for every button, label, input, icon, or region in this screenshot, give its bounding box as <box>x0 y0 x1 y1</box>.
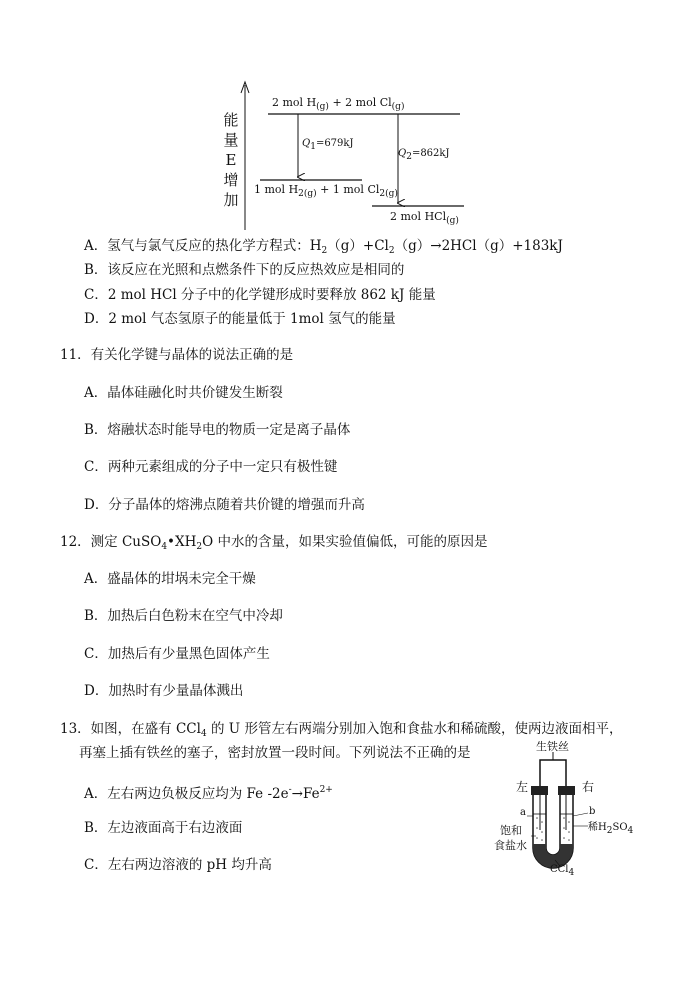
q11-option-b: B．熔融状态时能导电的物质一定是离子晶体 <box>84 422 351 438</box>
q10-option-c: C．2 mol HCl 分子中的化学键形成时要释放 862 kJ 能量 <box>84 287 436 303</box>
electrode-a-label: a <box>520 807 526 818</box>
q11-option-d: D．分子晶体的熔沸点随着共价键的增强而升高 <box>84 497 365 513</box>
q12-option-d: D．加热时有少量晶体溅出 <box>84 683 244 699</box>
left-label: 左 <box>516 780 529 794</box>
q11-option-a: A．晶体硅融化时共价键发生断裂 <box>84 385 283 401</box>
q13-option-a: A．左右两边负极反应均为 Fe $-2e^-\to Fe^{2+}$ <box>84 785 333 802</box>
q2-label: Q2=862kJ <box>398 148 450 162</box>
acid-label: 稀H2SO4 <box>588 822 634 836</box>
q11-option-c: C．两种元素组成的分子中一定只有极性键 <box>84 459 338 475</box>
q13-stem-line1: 13．如图，在盛有 CCl$_4$ 的 U 形管左右两端分别加入饱和食盐水和稀硫酸，使两边液面相平， <box>60 721 623 739</box>
q10-option-b: B．该反应在光照和点燃条件下的反应热效应是相同的 <box>84 262 405 278</box>
low-level-label: 2 mol HCl$_{(g)}$ <box>390 210 459 226</box>
ccl4-label: CCl4 <box>550 864 575 878</box>
q1-label: Q1=679kJ <box>302 138 354 152</box>
right-stopper <box>558 786 575 795</box>
q11-stem: 11．有关化学键与晶体的说法正确的是 <box>60 347 294 363</box>
q13-option-b: B．左边液面高于右边液面 <box>84 820 243 836</box>
q12-option-c: C．加热后有少量黑色固体产生 <box>84 646 270 662</box>
q10-option-a: A．氢气与氯气反应的热化学方程式：$H_2(g)+Cl_2(g)\to 2HCl(g)+183kJ$ <box>84 238 563 256</box>
q13-stem-line2: 再塞上插有铁丝的塞子，密封放置一段时间。下列说法不正确的是 <box>79 745 471 761</box>
brine-label-line2: 食盐水 <box>494 839 527 852</box>
q12-option-a: A．盛晶体的坩埚未完全干燥 <box>84 571 256 587</box>
iron-wire <box>540 760 566 790</box>
q12-stem: 12．测定 $CuSO_4•XH_2O$ 中水的含量，如果实验值偏低，可能的原因是 <box>60 534 488 552</box>
iron-wire-label: 生铁丝 <box>536 740 569 753</box>
q10-option-d: D．2 mol 气态氢原子的能量低于 1mol 氢气的能量 <box>84 311 396 327</box>
brine-label-line1: 饱和 <box>500 824 522 837</box>
electrode-b-label: b <box>589 806 596 817</box>
top-level-label: 2 mol $H_{(g)} + 2$ mol $Cl_{(g)}$ <box>272 96 405 112</box>
left-stopper <box>531 786 548 795</box>
right-label: 右 <box>582 780 595 794</box>
q13-option-c: C．左右两边溶液的 pH 均升高 <box>84 857 272 873</box>
q12-option-b: B．加热后白色粉末在空气中冷却 <box>84 608 283 624</box>
mid-level-label: 1 mol $H_{2(g)} + 1$ mol $Cl_{2(g)}$ <box>254 183 398 199</box>
